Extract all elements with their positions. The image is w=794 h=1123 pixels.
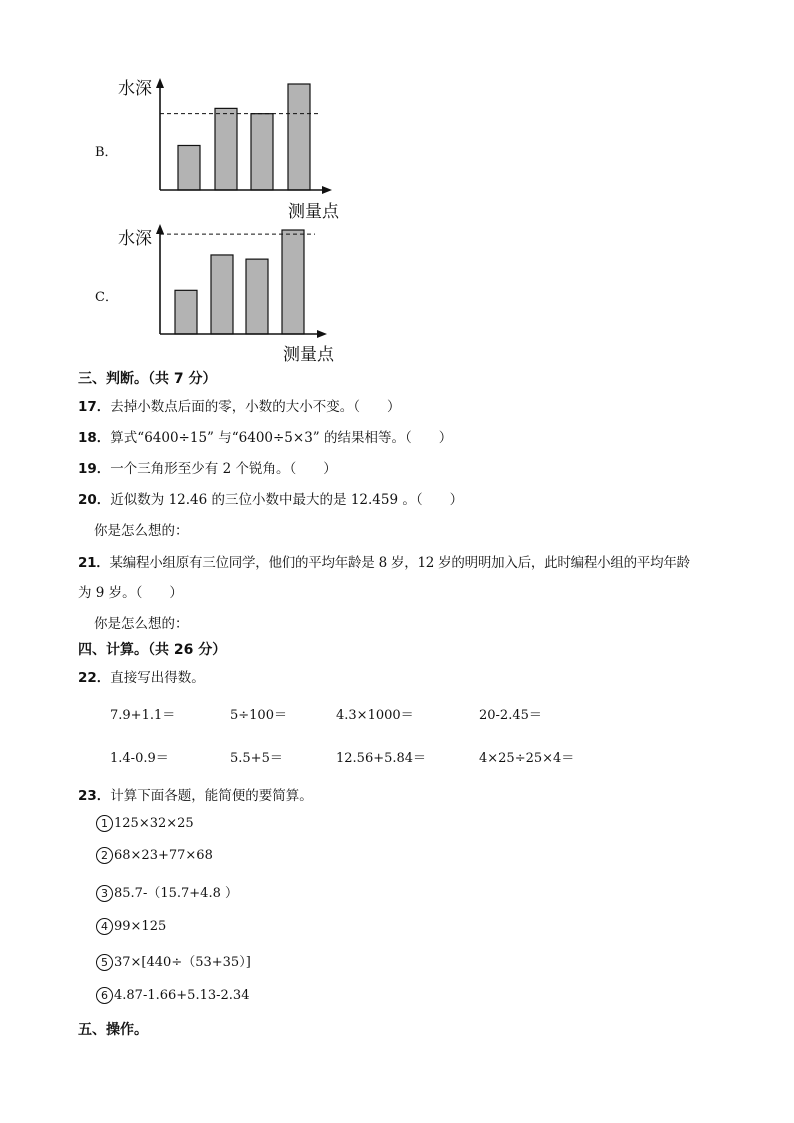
direct-calc-item: 5÷100＝ xyxy=(230,708,287,723)
x-axis-arrow-icon xyxy=(322,186,332,194)
x-axis-arrow-icon xyxy=(317,330,327,338)
expression: 85.7-（15.7+4.8 ） xyxy=(114,886,238,901)
question-text: 近似数为 12.46 的三位小数中最大的是 12.459 。（ ） xyxy=(110,492,464,508)
simplify-item-2 xyxy=(96,847,213,864)
expression: 68×23+77×68 xyxy=(114,848,213,863)
direct-calc-item: 12.56+5.84＝ xyxy=(336,751,427,766)
question-18 xyxy=(78,426,452,446)
direct-calc-item: 20-2.45＝ xyxy=(479,708,542,723)
question-21 xyxy=(78,551,690,571)
question-17 xyxy=(78,395,401,415)
y-axis-arrow-icon xyxy=(156,224,164,234)
question-number: 23． xyxy=(78,788,111,804)
expression: 99×125 xyxy=(114,919,167,934)
direct-calc-item: 4.3×1000＝ xyxy=(336,708,414,723)
question-21-reasoning: 你是怎么想的： xyxy=(94,616,189,632)
y-axis-label: 水深 xyxy=(118,229,152,249)
circled-number: 2 xyxy=(96,847,113,864)
chart-b xyxy=(110,74,360,228)
question-19 xyxy=(78,457,337,477)
circled-number: 6 xyxy=(96,987,113,1004)
chart-c xyxy=(110,222,360,371)
question-text: 一个三角形至少有 2 个锐角。（ ） xyxy=(110,461,337,477)
chart-c-svg xyxy=(110,222,360,367)
circled-number: 1 xyxy=(96,815,113,832)
direct-calc-item: 7.9+1.1＝ xyxy=(110,708,176,723)
x-axis-label: 测量点 xyxy=(283,345,334,365)
chart-bar xyxy=(175,290,197,334)
section-5-title: 五、操作。 xyxy=(78,1022,148,1038)
direct-calc-item: 4×25÷25×4＝ xyxy=(479,751,575,766)
y-axis-arrow-icon xyxy=(156,78,164,88)
question-number: 20． xyxy=(78,492,111,508)
y-axis-label: 水深 xyxy=(118,79,152,99)
question-20 xyxy=(78,488,463,508)
simplify-item-1 xyxy=(96,815,194,832)
question-text: 某编程小组原有三位同学，他们的平均年龄是 8 岁，12 岁的明明加入后，此时编程小组的平均年龄 xyxy=(109,555,690,571)
direct-calc-item: 5.5+5＝ xyxy=(230,751,283,766)
section-4-title: 四、计算。（共 26 分） xyxy=(78,642,227,658)
question-text: 算式“6400÷15” 与“6400÷5×3” 的结果相等。（ ） xyxy=(110,430,453,446)
circled-number: 3 xyxy=(96,885,113,902)
question-text: 计算下面各题，能简便的要简算。 xyxy=(110,788,313,804)
section-3-title: 三、判断。（共 7 分） xyxy=(78,371,217,387)
expression: 4.87-1.66+5.13-2.34 xyxy=(114,988,250,1003)
question-22 xyxy=(78,666,205,686)
chart-bar xyxy=(211,255,233,334)
simplify-item-5 xyxy=(96,951,251,971)
question-23 xyxy=(78,784,313,804)
direct-calc-item: 1.4-0.9＝ xyxy=(110,751,169,766)
circled-number: 5 xyxy=(96,954,113,971)
question-number: 21． xyxy=(78,555,110,571)
chart-b-svg xyxy=(110,74,360,224)
question-20-reasoning: 你是怎么想的： xyxy=(94,523,189,539)
chart-bar xyxy=(288,84,310,190)
x-axis-label: 测量点 xyxy=(288,202,339,222)
question-number: 22． xyxy=(78,670,111,686)
simplify-item-3 xyxy=(96,882,238,902)
question-number: 19． xyxy=(78,461,111,477)
expression: 37×[440÷（53+35）] xyxy=(114,955,251,970)
chart-bar xyxy=(178,145,200,190)
option-c-label: C． xyxy=(95,290,118,305)
question-text: 去掉小数点后面的零，小数的大小不变。（ ） xyxy=(110,399,401,415)
chart-bar xyxy=(251,114,273,190)
chart-bar xyxy=(215,108,237,190)
circled-number: 4 xyxy=(96,918,113,935)
question-text: 直接写出得数。 xyxy=(110,670,205,686)
simplify-item-4 xyxy=(96,918,166,935)
chart-bar xyxy=(282,230,304,334)
question-number: 17． xyxy=(78,399,111,415)
option-b-label: B． xyxy=(95,145,118,160)
chart-bar xyxy=(246,259,268,334)
simplify-item-6 xyxy=(96,987,249,1004)
question-number: 18． xyxy=(78,430,111,446)
question-21-continued: 为 9 岁。（ ） xyxy=(78,585,183,601)
expression: 125×32×25 xyxy=(114,816,194,831)
